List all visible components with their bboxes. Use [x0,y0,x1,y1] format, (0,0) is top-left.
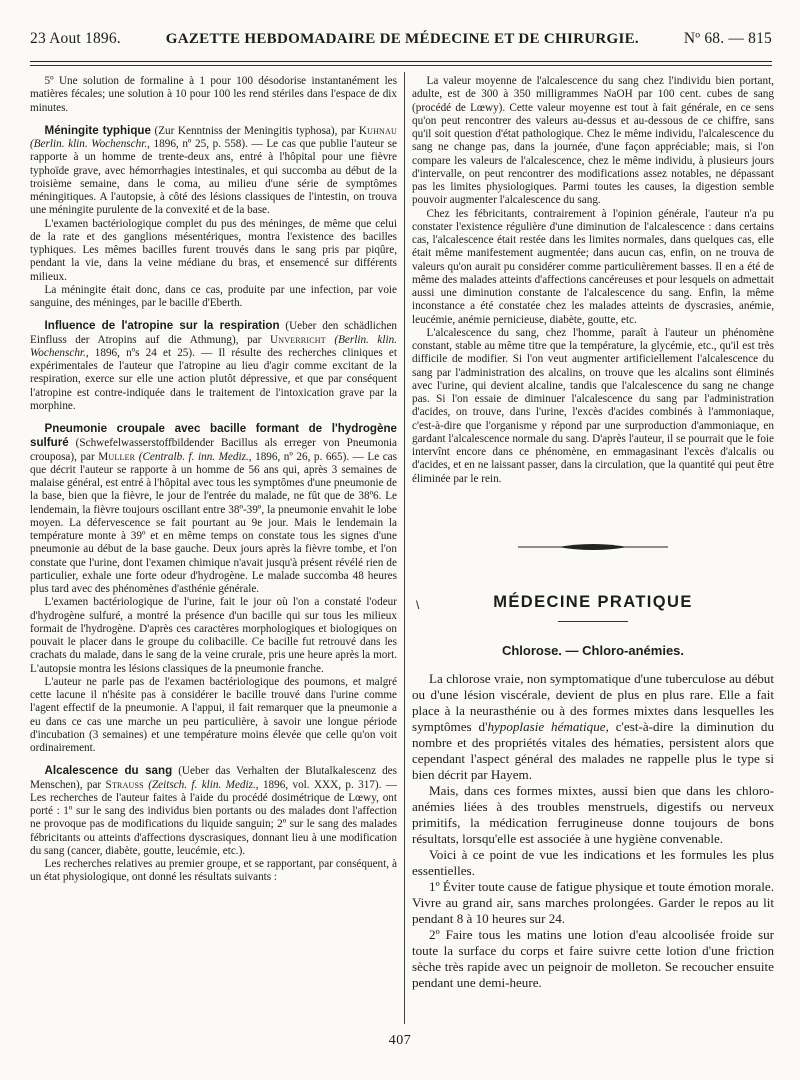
chlorose-article [412,671,774,991]
paragraph: L'alcalescence du sang, chez l'homme, paraît à l'auteur un phénomène constant, stable au même titre que la température, la glycémie, etc., qu'il est très difficile de modifier. Si l'on veut augmenter artificiellement l'alcalescence du sang par l'administration des alcalins, on trouve que les alcalins sont éliminés avec l'urine, qui devient alcaline, tandis que l'alcalescence du sang ne change pas. Si l'on essaie de diminuer l'alcalescence du sang par l'administration d'acides, on trouve, dans l'urine, l'excès d'acides combinés à l'ammoniaque, c'est-à-dire que l'organisme y répond par une surproduction d'ammoniaque, en gardant l'alcalescence normale du sang. D'après l'auteur, il se pourrait que le foie intervînt encore dans ce phénomène, en emmagasinant l'excès d'alcalis ou d'acides, et en ne laissant passer, dans la circulation, que la quantité qui peut être éliminée par le rein. [412,326,774,485]
header-rule [30,61,772,62]
article-heading: Pneumonie croupale avec bacille formant de l'hydrogène sulfuré [30,422,397,450]
article-atropine [30,319,397,413]
paragraph: Mais, dans ces formes mixtes, aussi bien que dans les chloro-anémies liées à des troubles menstruels, digestifs ou nerveux primitifs, la médication ferrugineuse donne toujours de bons résultats, lorsqu'elle est associée à une hygiène convenable. [412,783,774,847]
paragraph: La méningite était donc, dans ce cas, produite par une infection, par voie sanguine, des méninges, par le bacille d'Eberth. [30,283,397,309]
article-meningite [30,124,397,311]
article-subtitle [412,644,774,657]
paragraph: La chlorose vraie, non symptomatique d'une tuberculose au début ou d'une lésion viscérale, devient de plus en plus rare. Elle a fait place à la neurasthénie ou à des formes mixtes dans lesquelles les symptômes d'hypoplasie hématique, c'est-à-dire la diminution du nombre et des propriétés vitales des hématies, persistent alors que cependant l'aspect général des malades ne rappelle plus le type si bien décrit par Hayem. [412,671,774,783]
paragraph: Les recherches relatives au premier groupe, et se rapportant, par conséquent, à un état physiologique, ont donné les résultats suivants : [30,858,397,884]
author-name: Strauss [105,778,144,791]
paragraph: La valeur moyenne de l'alcalescence du sang chez l'individu bien portant, adulte, est de 300 à 350 milligrammes NaOH par 100 cent. cubes de sang (procédé de Lœwy). Cette valeur moyenne est tout à fait générale, en ce sens qu'on peut rencontrer des valeurs au-dessus et au-dessous de ce chiffre, sans qu'il soit question d'état pathologique. Chez le même individu, l'alcalescence du sang ne change pas, dans la journée, d'une façon appréciable; mais, si l'on compare les valeurs de l'alcalescence, chez le même individu, à plusieurs jours d'intervalle, on peut rencontrer des modifications assez notables, ne dépassant pas les limites physiologiques. Parmi toutes les causes, la digestion semble pouvoir augmenter l'alcalescence du sang. [412,75,774,207]
section-rule [558,621,628,622]
author-name: Muller [98,450,136,463]
publication-title: GAZETTE HEBDOMADAIRE DE MÉDECINE ET DE CHIRURGIE. [165,31,639,47]
paragraph: Chez les fébricitants, contrairement à l'opinion générale, l'auteur n'a pu constater l'existence régulière d'une diminution de l'alcalescence : dans certains cas, l'alcalescence était restée dans les limites normales, dans quelques cas, elle était même manifestement augmentée; dans aucun cas, enfin, on ne trouva de valeurs qu'on aurait pu considérer comme particulièrement basses. Il en a été de même des malades atteints d'affections cancéreuses et pour lesquels on admettait aussi une diminution constante de l'alcalescence du sang. Enfin, la même inconstance a été constatée chez les malades atteints de dyscrasies, anémie, leucémie, anémie pernicieuse, diabète, goutte, etc. [412,207,774,326]
article-lead: Pneumonie croupale avec bacille formant de l'hydrogène sulfuré (Schwefelwasserstoffbildender Bacillus als erreger von Pneumonia crouposa), par Muller (Centralb. f. inn. Mediz., 1896, nº 26, p. 665). — Le cas que décrit l'auteur se rapporte à un homme de 56 ans qui, après 3 semaines de malaise général, est entré à l'hôpital avec tous les symptômes d'une pneumonie de la base, bien que la fièvre, le jour de l'entrée du malade, ne fût que de 38º6. Le lendemain, la fièvre toujours oscillant entre 38º-39º, la pneumonie envahit le lobe moyen. La défervescence se fait pourtant au 9e jour. Mais le lendemain la température monte à 39º et en même temps on constate tous les signes d'une pneumonie au début de la base gauche. Deux jours après la fièvre tombe, et l'on constate que l'urine, dont l'examen chimique n'avait jusqu'à présent révélé rien de particulier, exhale une forte odeur d'hydrogène. Le malade succomba 48 heures plus tard avec des phénomènes d'asthénie générale. [30,422,397,595]
header-rule-thin [30,65,772,66]
section-title-text: MÉDECINE PRATIQUE [493,592,693,611]
ornamental-divider [412,538,774,556]
source-reference: (Centralb. f. inn. Mediz. [135,450,249,463]
subtitle-secondary: — Chloro-anémies. [561,643,685,658]
paragraph: L'examen bactériologique de l'urine, fait le jour où l'on a constaté l'odeur d'hydrogène sulfuré, a montré la présence d'un bacille qui sur tous les milieux formait de l'hydrogène. D'après ces caractères morphologiques et biologiques on pouvait le placer dans le groupe du colibacille. Ce bacille fut retrouvé dans les crachats du malade, dans le sang de la veine crurale, pris une heure après la mort. L'autopsie montra les lésions classiques de la pneumonie franche. [30,596,397,675]
section-title [412,592,774,612]
article-alcalescence [30,764,397,884]
column-divider [404,72,405,1024]
paragraph: L'examen bactériologique complet du pus des méninges, de même que celui de la rate et des ganglions mésentériques, montra l'existence des bacilles typhiques. Les mêmes bacilles furent trouvés dans le sang pris par piqûre, pendant la vie, dans la veine médiane du bras, et ensemencé sur différents milieux. [30,217,397,283]
author-name: Kuhnau [358,124,397,137]
ornament-icon [518,541,668,553]
article-heading: Alcalescence du sang [44,764,173,778]
page-number: 407 [388,1033,412,1048]
paragraph: 2º Faire tous les matins une lotion d'eau alcoolisée froide sur toute la surface du corps et faire suivre cette lotion d'une friction sèche très rapide avec un peignoir de molleton. Se recoucher ensuite pendant une demi-heure. [412,927,774,991]
paragraph: 1º Éviter toute cause de fatigue physique et toute émotion morale. Vivre au grand air, sans marches prolongées. Garder le repos au lit pendant 8 à 10 heures sur 24. [412,879,774,927]
paragraph: Voici à ce point de vue les indications et les formules les plus essentielles. [412,847,774,879]
article-lead: Méningite typhique (Zur Kenntniss der Meningitis typhosa), par Kuhnau (Berlin. klin. Wochenschr., 1896, nº 25, p. 558). — Le cas que publie l'auteur se rapporte à un homme de trente-deux ans, entré à l'hôpital pour une fièvre typhoïde grave, avec hémorrhagies intestinales, et qui succomba au début de la troisième semaine, dans le coma, au milieu d'une série de symptômes méningitiques. A l'autopsie, à côté des lésions classiques de l'intestin, on trouva une méningite purulente de la convexité et de la base. [30,123,397,217]
article-heading: Influence de l'atropine sur la respiration [44,319,280,333]
article-lead: Alcalescence du sang (Ueber das Verhalten der Blutalkalescenz des Menschen), par Strauss (Zeitsch. f. klin. Mediz., 1896, vol. XXX, p. 317). — Les recherches de l'auteur faites à l'aide du procédé dosimétrique de Lœwy, ont porté : 1º sur le sang des individus bien portants ou des malades dont l'affection ne provoque pas de modifications du liquide sanguin; 2º sur le sang des malades fébricitants ou atteints d'affections dyscrasiques, donnant lieu à une modification du sang (cancer, diabète, goutte, leucémie, etc.). [30,764,397,857]
source-reference: (Berlin. klin. Wochenschr. [30,333,397,359]
paragraph: 5º Une solution de formaline à 1 pour 100 désodorise instantanément les matières fécales; une solution à 10 pour 100 les rend stériles dans l'espace de dix minutes. [30,75,397,114]
article-lead: Influence de l'atropine sur la respiration (Ueber den schädlichen Einfluss der Atropins auf die Athmung), par Unverricht (Berlin. klin. Wochenschr., 1896, nºs 24 et 25). — Il résulte des recherches cliniques et expérimentales de l'auteur que l'atropine au lieu d'agir comme excitant de la respiration, exerce sur elle une action plutôt dépressive, et que par conséquent l'atropine est contre-indiquée dans le traitement de l'intoxication grave par la morphine. [30,319,397,412]
right-column [412,75,774,1030]
author-name: Unverricht [269,333,326,346]
margin-mark: \ [416,597,421,612]
running-header [30,18,772,48]
issue-number: Nº 68. — 815 [683,30,772,47]
article-pneumonie [30,422,397,755]
issue-date: 23 Aout 1896. [30,30,121,47]
source-reference: (Berlin. klin. Wochenschr. [30,138,148,150]
left-column [30,75,397,991]
source-reference: (Zeitsch. f. klin. Mediz. [143,778,256,791]
italic-term: hypoplasie hématique [487,719,606,735]
article-heading: Méningite typhique [44,123,151,137]
subtitle-main: Chlorose. [501,643,562,658]
paragraph: L'auteur ne parle pas de l'examen bactériologique des poumons, et malgré cette lacune il n'hésite pas à considérer le bacille trouvé dans l'urine comme l'agent effectif de la pneumonie. A l'appui, il fait remarquer que la pneumonie a eu dans ce cas une marche un peu particulière, à savoir une longue période d'incubation (3 semaines) et une température moins élevée que celle qu'on voit ordinairement. [30,675,397,754]
